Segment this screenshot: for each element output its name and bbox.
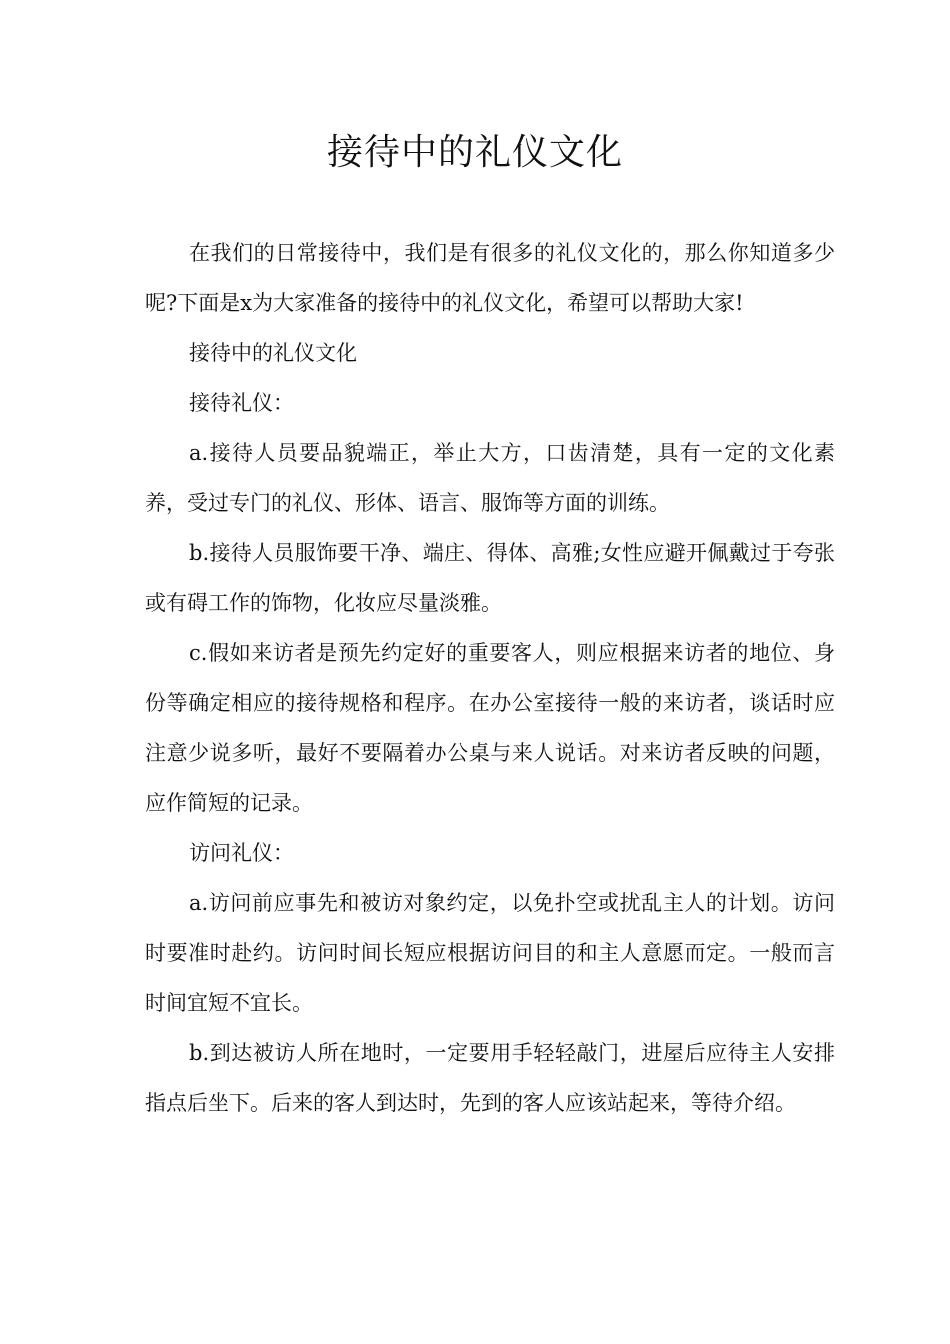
reception-item-a: a.接待人员要品貌端正，举止大方，口齿清楚，具有一定的文化素养，受过专门的礼仪、形体、语言、服饰等方面的训练。 — [145, 441, 835, 515]
document-body — [145, 228, 835, 1128]
visit-item-a: a.访问前应事先和被访对象约定，以免扑空或扰乱主人的计划。访问时要准时赴约。访问时间长短应根据访问目的和主人意愿而定。一般而言时间宜短不宜长。 — [145, 891, 835, 1015]
reception-item-c: c.假如来访者是预先约定好的重要客人，则应根据来访者的地位、身份等确定相应的接待规格和程序。在办公室接待一般的来访者，谈话时应注意少说多听，最好不要隔着办公桌与来人说话。对来访者反映的问题，应作简短的记录。 — [145, 641, 835, 815]
intro-paragraph: 在我们的日常接待中，我们是有很多的礼仪文化的，那么你知道多少呢?下面是x为大家准备的接待中的礼仪文化，希望可以帮助大家! — [145, 241, 835, 315]
reception-item-b: b.接待人员服饰要干净、端庄、得体、高雅;女性应避开佩戴过于夸张或有碍工作的饰物，化妆应尽量淡雅。 — [145, 541, 835, 615]
visit-etiquette-heading: 访问礼仪： — [189, 841, 294, 865]
section-heading-paragraph: 接待中的礼仪文化 — [189, 341, 357, 365]
visit-item-b: b.到达被访人所在地时，一定要用手轻轻敲门，进屋后应待主人安排指点后坐下。后来的客人到达时，先到的客人应该站起来，等待介绍。 — [145, 1041, 835, 1115]
document-title: 接待中的礼仪文化 — [326, 132, 623, 173]
reception-etiquette-heading: 接待礼仪： — [189, 391, 294, 415]
